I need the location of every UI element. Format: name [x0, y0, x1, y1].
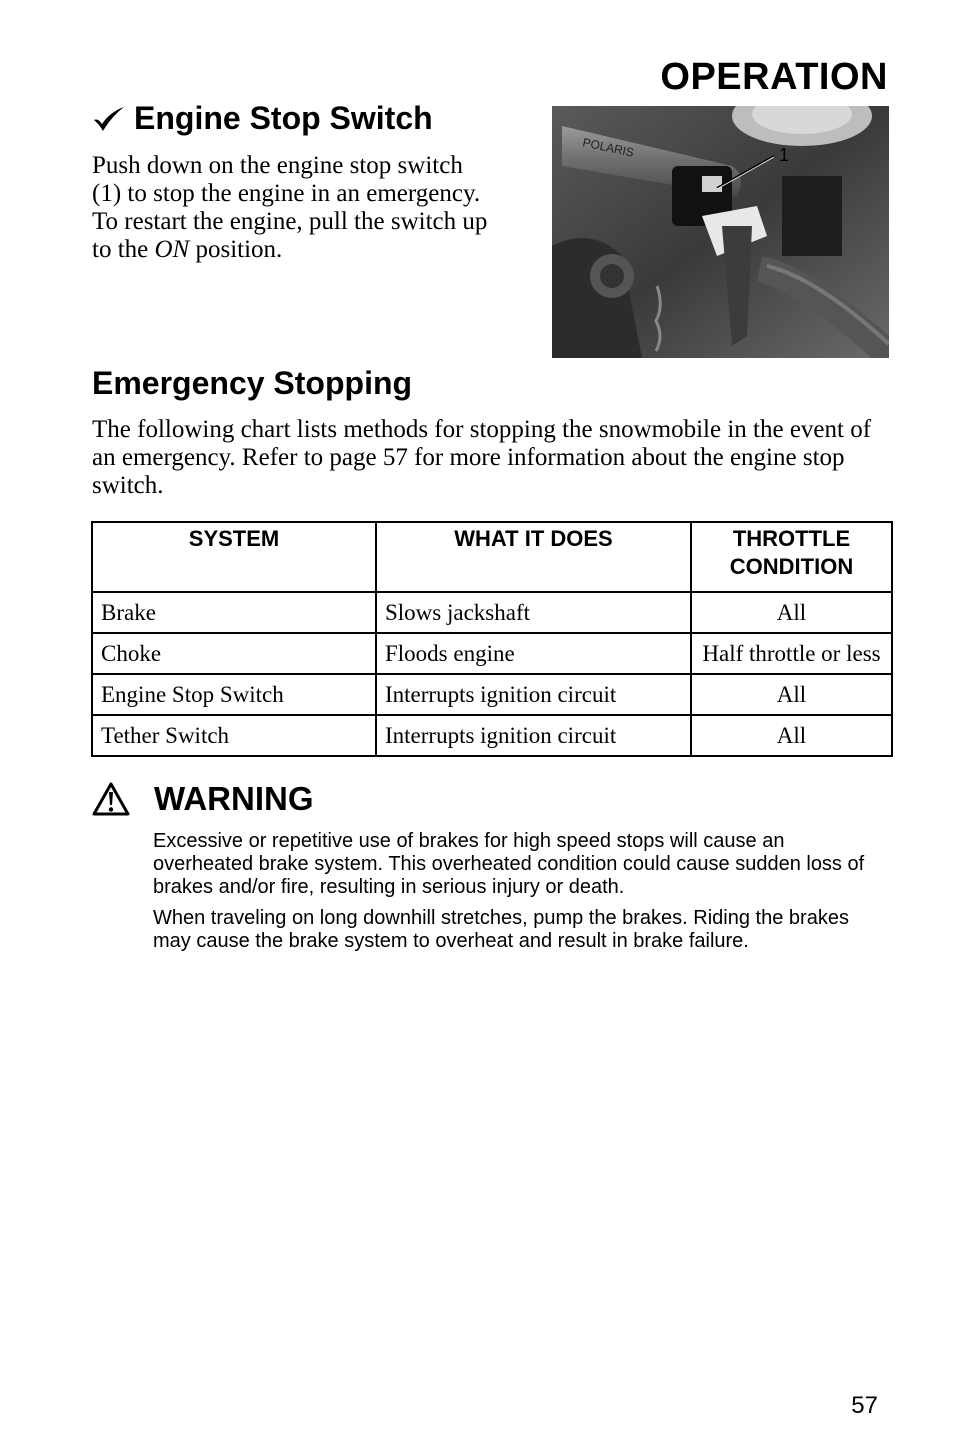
- warning-paragraph: Excessive or repetitive use of brakes for high speed stops will cause an overheated brake system. This overheated condition could cause sudden loss of brakes and/or fire, resulting in serious injury or death.: [153, 830, 865, 898]
- engine-stop-paragraph: [92, 152, 492, 264]
- warning-paragraph: When traveling on long downhill stretches, pump the brakes. Riding the brakes may cause the brake system to overheat and result in brake failure.: [153, 907, 849, 952]
- header-system: SYSTEM: [92, 522, 376, 592]
- engine-stop-switch-photo: [552, 106, 889, 358]
- stopping-methods-table: [91, 521, 893, 757]
- cell-what-it-does: Interrupts ignition circuit: [376, 715, 691, 756]
- photo-brand-label: POLARIS: [581, 135, 636, 160]
- warning-header: [92, 780, 314, 818]
- table-row: [92, 633, 892, 674]
- header-what-it-does: WHAT IT DOES: [376, 522, 691, 592]
- cell-what-it-does: Floods engine: [376, 633, 691, 674]
- checkmark-icon: [92, 104, 126, 134]
- engine-stop-heading: [92, 100, 433, 137]
- cell-what-it-does: Slows jackshaft: [376, 592, 691, 633]
- cell-system: Engine Stop Switch: [92, 674, 376, 715]
- engine-stop-text: Push down on the engine stop switch (1) to stop the engine in an emergency. To restart the engine, pull the switch up to the: [92, 152, 488, 263]
- cell-throttle: All: [691, 715, 892, 756]
- cell-throttle: All: [691, 592, 892, 633]
- page-number: 57: [851, 1392, 878, 1419]
- table-header-row: [92, 522, 892, 592]
- cell-throttle: Half throttle or less: [691, 633, 892, 674]
- emergency-paragraph: The following chart lists methods for stopping the snowmobile in the event of an emergency. Refer to page 57 for more information about the engine stop switch.: [92, 416, 872, 499]
- cell-system: Brake: [92, 592, 376, 633]
- table-row: [92, 715, 892, 756]
- cell-system: Tether Switch: [92, 715, 376, 756]
- engine-stop-text-end: position.: [189, 236, 283, 263]
- on-emphasis: ON: [154, 236, 190, 263]
- section-title: OPERATION: [660, 56, 888, 98]
- header-throttle-condition: THROTTLE CONDITION: [691, 522, 892, 592]
- emergency-stopping-heading: Emergency Stopping: [92, 365, 413, 401]
- engine-stop-title: Engine Stop Switch: [134, 100, 433, 136]
- warning-title: WARNING: [154, 780, 314, 817]
- cell-what-it-does: Interrupts ignition circuit: [376, 674, 691, 715]
- table-row: [92, 674, 892, 715]
- photo-callout-label: 1: [779, 145, 790, 165]
- cell-throttle: All: [691, 674, 892, 715]
- warning-triangle-icon: [92, 782, 130, 816]
- table-row: [92, 592, 892, 633]
- cell-system: Choke: [92, 633, 376, 674]
